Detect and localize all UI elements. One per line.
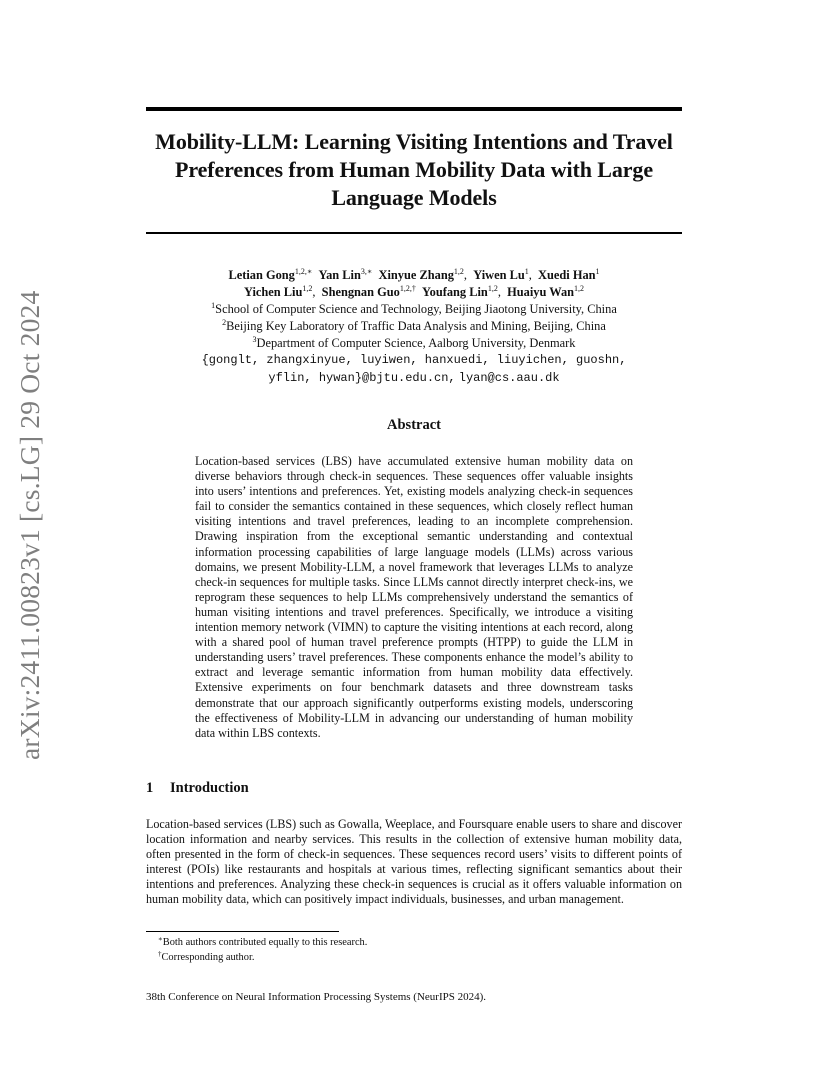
affiliation-text: Department of Computer Science, Aalborg University, Denmark [256,336,576,350]
email-aau: lyan@cs.aau.dk [458,371,560,385]
footnote-text: Both authors contributed equally to this research. [162,937,368,948]
author-sup: 1,2,† [399,284,416,293]
affiliation-text: School of Computer Science and Technology, Beijing Jiaotong University, China [215,302,617,316]
author-line-2: Yichen Liu$^{1,2}$, Shengnan Guo$^{1,2,\dagger}$ Youfang Lin$^{1,2}$, Huaiyu Wan$^{1,2}$ [243,284,585,299]
author-name: Huaiyu Wan [507,285,575,299]
venue-note: 38th Conference on Neural Information Processing Systems (NeurIPS 2024). [146,991,487,1003]
footnote-mark: † [158,950,162,958]
footnotes [158,935,367,965]
author-sup: 1,2 [574,284,585,293]
section-number: 1 [146,780,154,796]
intro-paragraph: Location-based services (LBS) such as Gowalla, Weeplace, and Foursquare enable users to share and discover location information and nearby services. This results in the collection of extensive human mobility data, often presented in the form of check-in sequences. These sequences record users’ visits to different points of interest (POIs) like restaurants and hospitals at various times, reflecting significant semantics about their intentions and preferences. Analyzing these check-in sequences is crucial as it offers valuable information on human mobility data, which can positively impact individuals, businesses, and urban management. [146,817,682,907]
affiliation [140,301,688,318]
author-sup: 1 [524,267,529,276]
arxiv-stamp: arXiv:2411.00823v1 [cs.LG] 29 Oct 2024 [14,290,45,760]
footnote-item [158,935,367,950]
email-bjtu: yflin, hywan}@bjtu.edu.cn, [268,371,456,385]
paper-title: Mobility-LLM: Learning Visiting Intentions and Travel Preferences from Human Mobility Data with Large Language Models [155,129,673,210]
author-sup: 1,2 [487,284,498,293]
author-sup: 1,2,∗ [294,267,313,276]
affiliation [140,335,688,352]
author-name: Xinyue Zhang [378,268,454,282]
author-name: Youfang Lin [422,285,488,299]
author-name: Yiwen Lu [473,268,525,282]
title-bottom-rule [146,232,682,234]
section-title: Introduction [170,780,249,796]
author-name: Yan Lin [318,268,361,282]
affiliation-text: Beijing Key Laboratory of Traffic Data Analysis and Mining, Beijing, China [226,319,606,333]
affiliation-sup: 1 [211,301,216,310]
author-name: Xuedi Han [538,268,596,282]
author-sup: 1,2 [453,267,464,276]
section-heading [146,780,249,797]
email-line-1: {gonglt, zhangxinyue, luyiwen, hanxuedi, liuyichen, guoshn, [201,353,627,367]
author-line-1: Letian Gong$^{1,2,∗}$ Yan Lin$^{3,∗}$ Xinyue Zhang$^{1,2}$, Yiwen Lu$^1$, Xuedi Han$^1$ [228,267,600,282]
abstract-body: Location-based services (LBS) have accumulated extensive human mobility data on diverse behaviors through check-in sequences. These sequences offer valuable insights into users’ intentions and preferences. Yet, existing models analyzing check-in sequences fail to consider the semantics contained in these sequences, which closely reflect human visiting intentions and travel preferences, leading to an incomplete comprehension. Drawing inspiration from the exceptional semantic understanding and contextual information processing capabilities of large language models (LLMs) across various domains, we present Mobility-LLM, a novel framework that leverages LLMs to analyze check-in sequences for multiple tasks. Since LLMs cannot directly interpret check-ins, we reprogram these sequences to help LLMs comprehensively understand the semantics of human visiting intentions and travel preferences. Specifically, we introduce a visiting intention memory network (VIMN) to capture the visiting intentions at each record, along with a shared pool of human travel preference prompts (HTPP) to guide the LLM in understanding users’ travel preferences. These components enhance the model’s ability to extract and leverage semantic information from human mobility data effectively. Extensive experiments on four benchmark datasets and three downstream tasks demonstrate that our approach significantly outperforms existing models, underscoring the effectiveness of Mobility-LLM in advancing our understanding of human mobility data within LBS contexts. [195,454,633,740]
title-top-rule [146,107,682,111]
author-block [140,267,688,387]
author-sup: 1 [595,267,600,276]
affiliation-sup: 3 [252,335,257,344]
author-sup: 3,∗ [360,267,373,276]
author-name: Yichen Liu [243,285,303,299]
email-line-2 [140,369,688,387]
author-sup: 1,2 [302,284,313,293]
footnote-item [158,950,367,965]
affiliation-sup: 2 [222,318,227,327]
abstract-heading: Abstract [387,417,441,433]
footnote-mark: ∗ [158,935,163,943]
affiliation [140,318,688,335]
footnote-rule [146,931,339,932]
author-name: Letian Gong [228,268,295,282]
author-name: Shengnan Guo [321,285,400,299]
footnote-text: Corresponding author. [161,952,255,963]
